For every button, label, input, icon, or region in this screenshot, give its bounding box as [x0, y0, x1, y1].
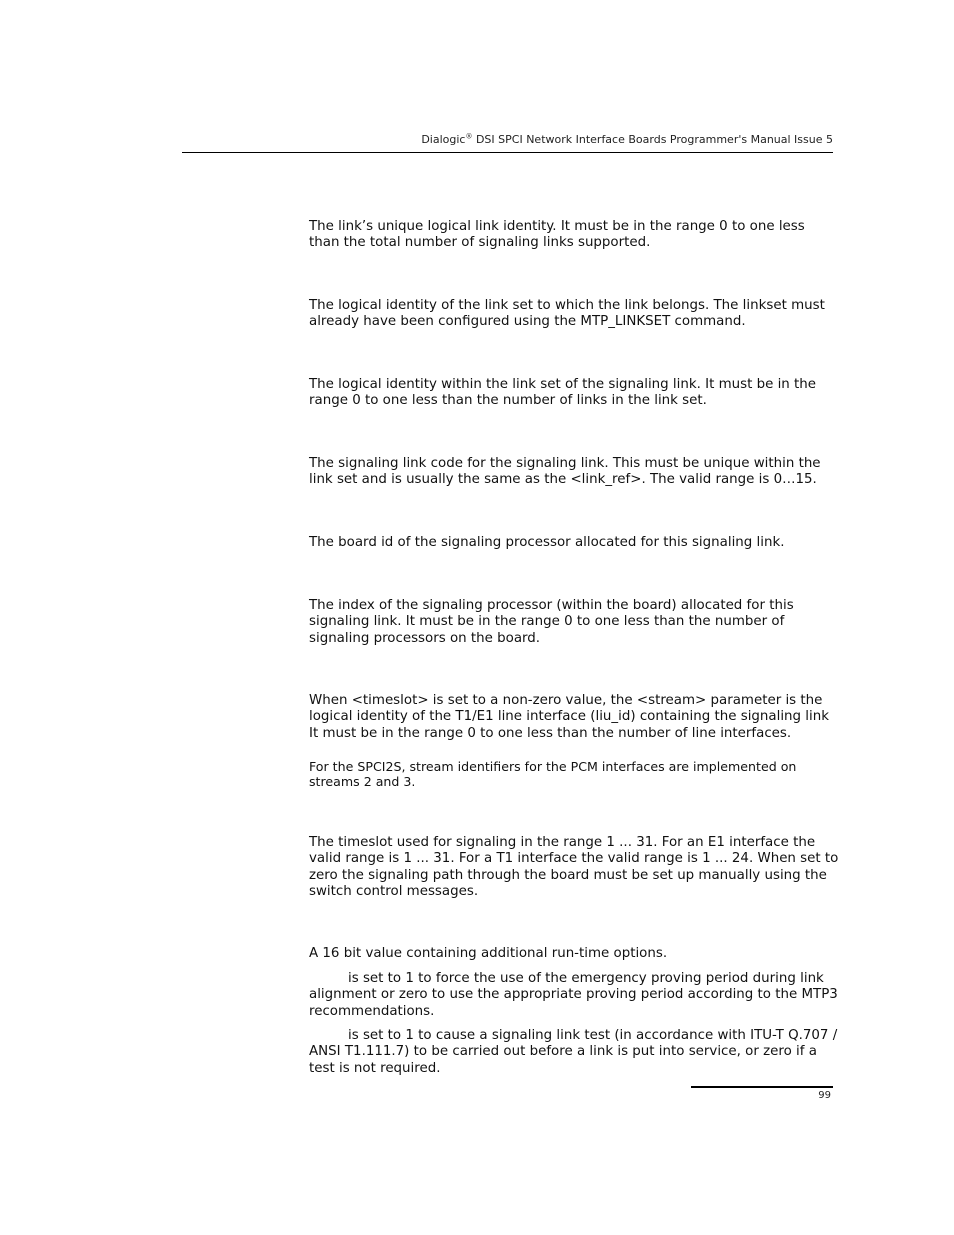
link-id-description: The link’s unique logical link identity. It must be in the range 0 to one less than the total number of signaling links supported.: [309, 219, 805, 251]
registered-mark: ®: [465, 132, 473, 141]
header-rule: [182, 152, 833, 153]
linkset-id-description: The logical identity of the link set to which the link belongs. The linkset must already have been configured using the MTP_LINKSET command.: [309, 298, 825, 330]
flag-bit1-description: is set to 1 to cause a signaling link test (in accordance with ITU-T Q.707 / ANSI T1.111.7) to be carried out before a link is put into service, or zero if a test is not required.: [309, 1028, 838, 1076]
footer-rule: [691, 1086, 833, 1088]
board-id-description: The board id of the signaling processor allocated for this signaling link.: [309, 535, 785, 550]
stream-note: For the SPCI2S, stream identifiers for the PCM interfaces are implemented on streams 2 and 3.: [309, 759, 797, 790]
page-number: 99: [818, 1090, 831, 1101]
flag-bit0-description: is set to 1 to force the use of the emergency proving period during link alignment or zero to use the appropriate proving period according to the MTP3 recommendations.: [309, 971, 838, 1019]
slc-description: The signaling link code for the signaling link. This must be unique within the link set and is usually the same as the <link_ref>. The valid range is 0…15.: [309, 456, 821, 488]
header-title: DSI SPCI Network Interface Boards Programmer's Manual Issue 5: [472, 133, 833, 146]
stream-description: When <timeslot> is set to a non-zero value, the <stream> parameter is the logical identity of the T1/E1 line interface (liu_id) containing the signaling link It must be in the range 0 to one less than the number of line interfaces.: [309, 693, 829, 741]
timeslot-description: The timeslot used for signaling in the range 1 ... 31. For an E1 interface the valid range is 1 ... 31. For a T1 interface the valid range is 1 ... 24. When set to zero the signaling path through the board must be set up manually using the switch control messages.: [309, 835, 839, 899]
flags-description: A 16 bit value containing additional run-time options.: [309, 946, 668, 961]
link-ref-description: The logical identity within the link set of the signaling link. It must be in the range 0 to one less than the number of links in the link set.: [309, 377, 817, 409]
header-brand: Dialogic: [421, 133, 466, 146]
running-header: [182, 133, 833, 147]
blink-description: The index of the signaling processor (within the board) allocated for this signaling link. It must be in the range 0 to one less than the number of signaling processors on the board.: [309, 598, 794, 646]
